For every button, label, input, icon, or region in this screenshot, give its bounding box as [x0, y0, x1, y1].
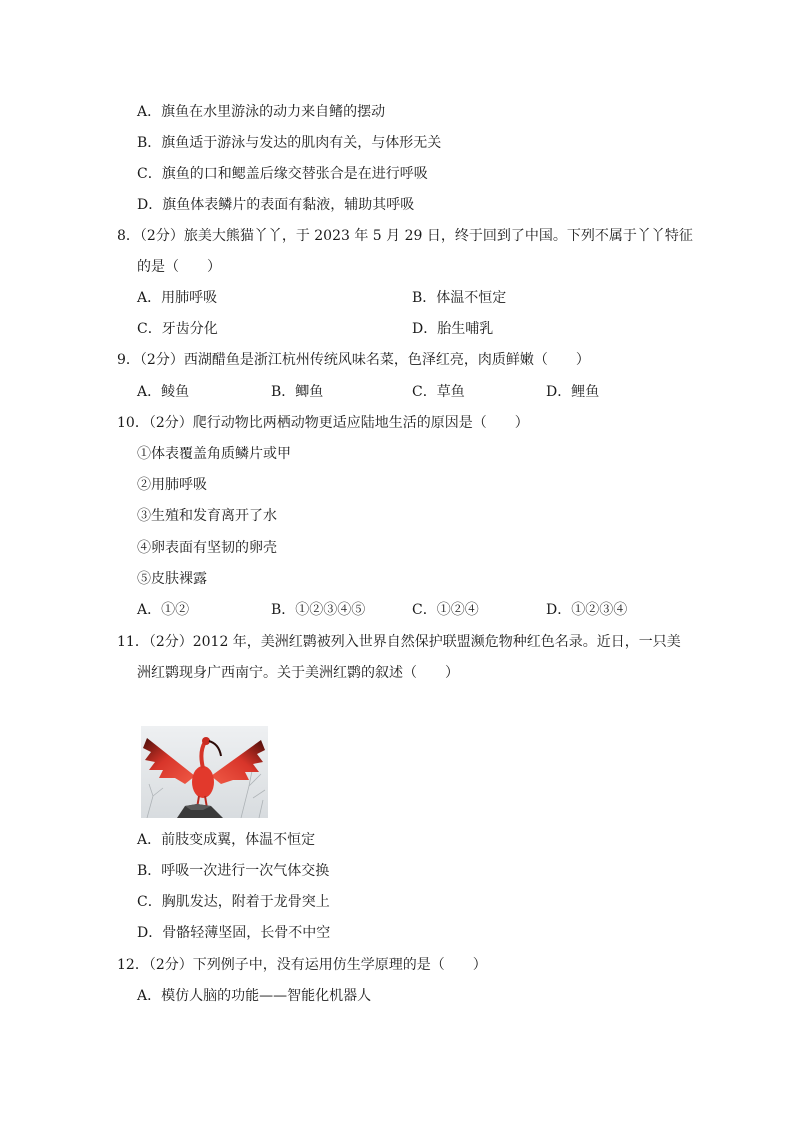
q11-option-a: A．前肢变成翼，体温不恒定: [137, 832, 316, 848]
q10-option-c: C．①②④: [412, 602, 479, 618]
q10-option-d: D．①②③④: [546, 602, 628, 618]
q10-item-5: ⑤皮肤裸露: [137, 571, 207, 587]
q8-option-d: D．胎生哺乳: [412, 321, 494, 337]
q10-option-b: B．①②③④⑤: [271, 602, 366, 618]
q8-stem-line2: 的是（ ）: [137, 259, 221, 275]
q10-stem: 10．（2分）爬行动物比两栖动物更适应陆地生活的原因是（ ）: [117, 415, 529, 431]
q9-option-a: A．鲮鱼: [137, 384, 190, 400]
q8-option-b: B．体温不恒定: [412, 290, 507, 306]
q9-option-d: D．鲤鱼: [546, 384, 600, 400]
q10-option-a: A．①②: [137, 602, 190, 618]
q9-stem: 9．（2分）西湖醋鱼是浙江杭州传统风味名菜，色泽红亮，肉质鲜嫩（ ）: [117, 352, 590, 368]
scarlet-ibis-photo: [141, 726, 268, 818]
q10-item-4: ④卵表面有坚韧的卵壳: [137, 540, 277, 556]
q7-option-c: C．旗鱼的口和鳃盖后缘交替张合是在进行呼吸: [137, 166, 428, 182]
q8-stem-line1: 8．（2分）旅美大熊猫丫丫，于 2023 年 5 月 29 日，终于回到了中国。下列不属于丫丫特征: [117, 228, 693, 244]
q10-item-3: ③生殖和发育离开了水: [137, 508, 277, 524]
q10-item-2: ②用肺呼吸: [137, 477, 207, 493]
q12-option-a: A．模仿人脑的功能——智能化机器人: [137, 988, 372, 1004]
q8-option-c: C．牙齿分化: [137, 321, 218, 337]
q11-option-c: C．胸肌发达，附着于龙骨突上: [137, 894, 330, 910]
q11-option-b: B．呼吸一次进行一次气体交换: [137, 863, 330, 879]
q8-option-a: A．用肺呼吸: [137, 290, 218, 306]
q7-option-a: A．旗鱼在水里游泳的动力来自鳍的摆动: [137, 104, 386, 120]
q11-stem-line1: 11．（2分）2012 年，美洲红鹮被列入世界自然保护联盟濒危物种红色名录。近日，一只美: [117, 634, 681, 650]
q9-option-b: B．鲫鱼: [271, 384, 324, 400]
q9-option-c: C．草鱼: [412, 384, 465, 400]
q7-option-d: D．旗鱼体表鳞片的表面有黏液，辅助其呼吸: [137, 197, 415, 213]
q12-stem: 12．（2分）下列例子中，没有运用仿生学原理的是（ ）: [117, 957, 487, 973]
q7-option-b: B．旗鱼适于游泳与发达的肌肉有关，与体形无关: [137, 135, 442, 151]
q11-stem-line2: 洲红鹮现身广西南宁。关于美洲红鹮的叙述（ ）: [137, 665, 459, 681]
q10-item-1: ①体表覆盖角质鳞片或甲: [137, 446, 291, 462]
q11-option-d: D．骨骼轻薄坚固，长骨不中空: [137, 925, 331, 941]
